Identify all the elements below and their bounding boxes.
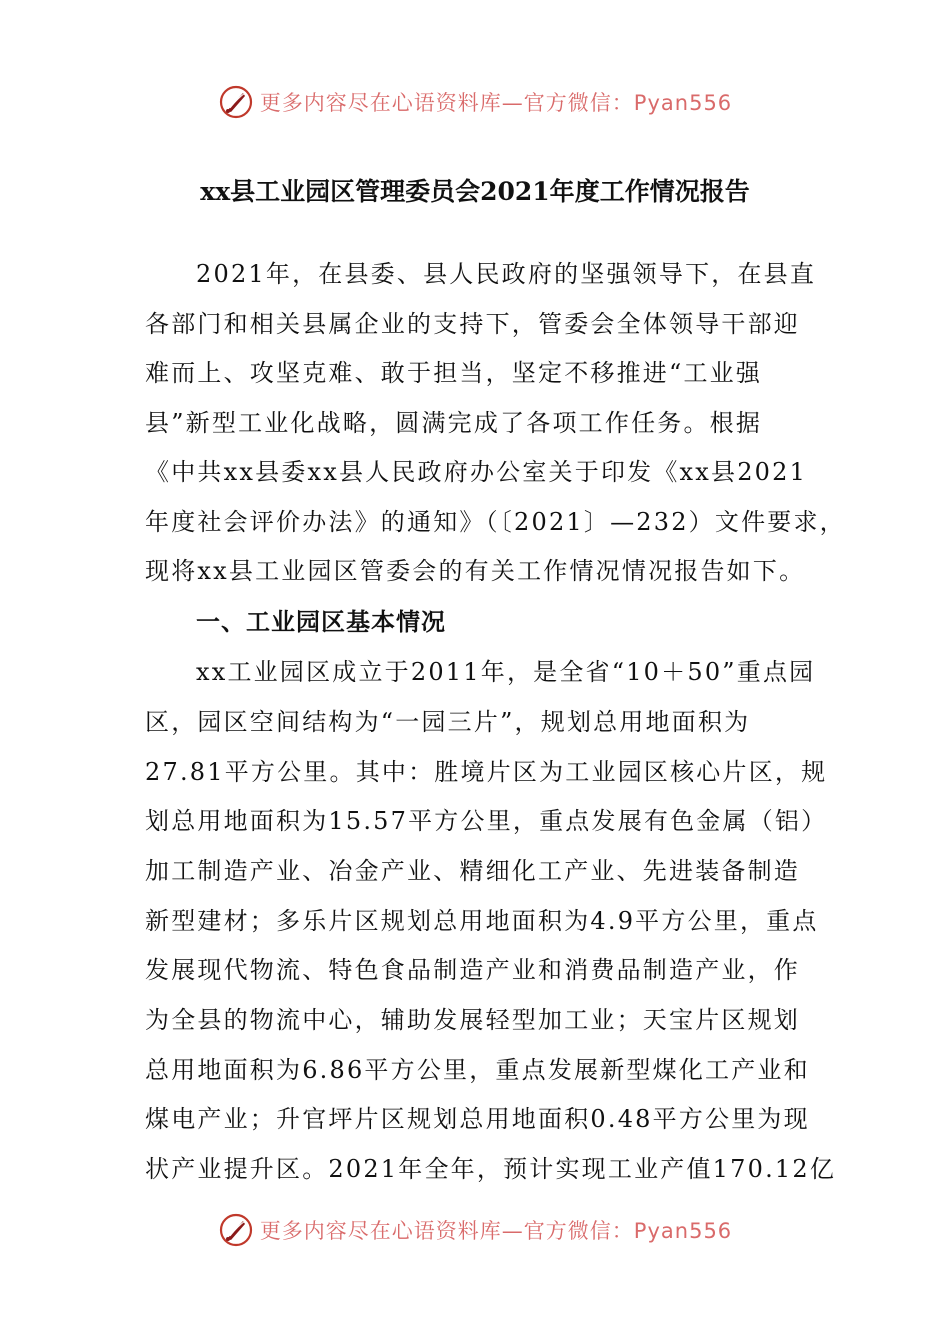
document-title: xx县工业园区管理委员会2021年度工作情况报告 bbox=[200, 177, 750, 206]
watermark-banner-bottom bbox=[0, 1210, 950, 1250]
paragraph-line: 2021年，在县委、县人民政府的坚强领导下，在县直 bbox=[196, 260, 817, 288]
paragraph-line: 年度社会评价办法》的通知》（〔2021〕—232）文件要求， bbox=[145, 508, 846, 536]
paragraph-line: 县”新型工业化战略，圆满完成了各项工作任务。根据 bbox=[145, 409, 763, 437]
paragraph-line: 加工制造产业、冶金产业、精细化工产业、先进装备制造 bbox=[145, 857, 800, 885]
paragraph-line: 27.81平方公里。其中：胜境片区为工业园区核心片区，规 bbox=[145, 758, 828, 786]
watermark-text: 更多内容尽在心语资料库—官方微信：Pyan556 bbox=[259, 1219, 733, 1243]
paragraph-line: xx工业园区成立于2011年，是全省“10＋50”重点园 bbox=[196, 658, 816, 686]
paragraph-line: 《中共xx县委xx县人民政府办公室关于印发《xx县2021 bbox=[145, 458, 808, 486]
paragraph-line: 发展现代物流、特色食品制造产业和消费品制造产业，作 bbox=[145, 956, 800, 984]
paragraph-line: 区，园区空间结构为“一园三片”，规划总用地面积为 bbox=[145, 708, 751, 736]
paragraph-line: 状产业提升区。2021年全年，预计实现工业产值170.12亿 bbox=[145, 1155, 837, 1183]
paragraph-line: 现将xx县工业园区管委会的有关工作情况情况报告如下。 bbox=[145, 557, 806, 585]
quill-logo-icon bbox=[218, 84, 254, 120]
paragraph-line: 为全县的物流中心，辅助发展轻型加工业；天宝片区规划 bbox=[145, 1006, 800, 1034]
watermark-banner-top bbox=[0, 82, 950, 122]
paragraph-line: 新型建材；多乐片区规划总用地面积为4.9平方公里，重点 bbox=[145, 907, 819, 935]
paragraph-line: 难而上、攻坚克难、敢于担当，坚定不移推进“工业强 bbox=[145, 359, 763, 387]
paragraph-line: 总用地面积为6.86平方公里，重点发展新型煤化工产业和 bbox=[145, 1056, 810, 1084]
quill-logo-icon bbox=[218, 1212, 254, 1248]
paragraph-line: 划总用地面积为15.57平方公里，重点发展有色金属（铝） bbox=[145, 807, 828, 835]
paragraph-line: 各部门和相关县属企业的支持下，管委会全体领导干部迎 bbox=[145, 310, 800, 338]
section-heading: 一、工业园区基本情况 bbox=[196, 608, 446, 636]
watermark-text: 更多内容尽在心语资料库—官方微信：Pyan556 bbox=[259, 91, 733, 115]
paragraph-line: 煤电产业；升官坪片区规划总用地面积0.48平方公里为现 bbox=[145, 1105, 810, 1133]
